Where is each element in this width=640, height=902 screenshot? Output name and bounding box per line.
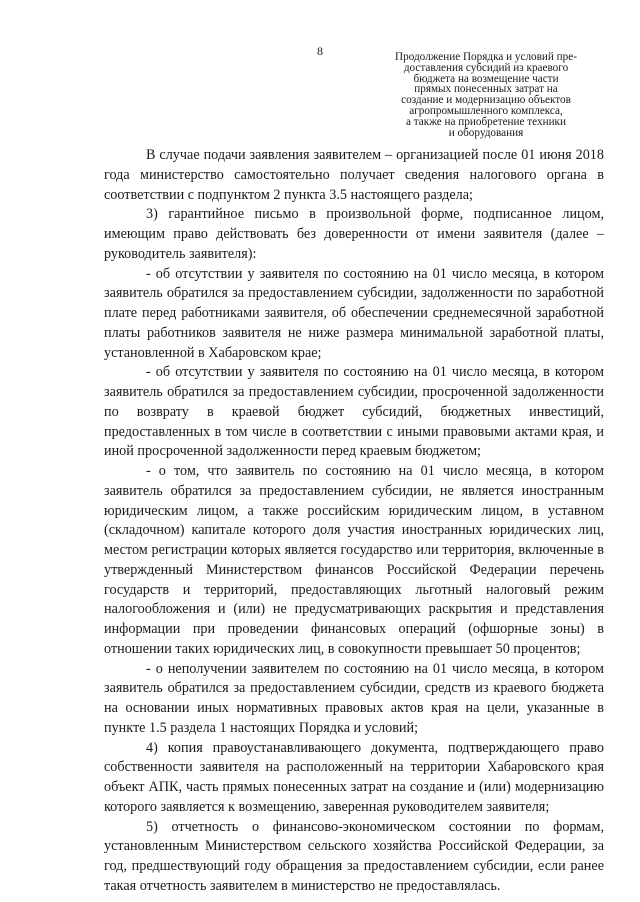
paragraph-tax-info: В случае подачи заявления заявителем – организацией после 01 июня 2018 года министерство самостоятельно получает сведения налогового органа в соответствии с подпунктом 2 пункта 3.5 настоящего раздела;	[104, 147, 604, 203]
page-number: 8	[317, 44, 323, 58]
header-note-line: доставления субсидий из краевого	[403, 61, 569, 74]
header-note-line: создание и модернизацию объектов	[401, 94, 571, 107]
paragraph-ownership-document: 4) копия правоустанавливающего документа, подтверждающего право собственности заявителя на расположенный на территории Хабаровского края объект АПК, часть прямых понесенных затрат на создание и (или) модернизацию которого заявляется к возмещению, заверенная руководителем заявителя;	[104, 739, 604, 815]
header-note-line: прямых понесенных затрат на	[414, 83, 558, 96]
header-note-line: и оборудования	[448, 126, 524, 139]
header-note-line: а также на приобретение техники	[406, 115, 566, 128]
paragraph-not-foreign-entity: - о том, что заявитель по состоянию на 01 число месяца, в котором заявитель обратился за предоставлением субсидии, не является иностранным юридическим лицом, а также российским юридическим лицом, в уставном (складочном) капитале которого доля участия иностранных юридических лиц, местом регистрации которых является государство или территория, включенные в утвержденный Министерством финансов Российской Федерации перечень государств и территорий, предоставляющих льготный налоговый режим налогообложения и (или) не предусматривающих раскрытия и представления информации при проведении финансовых операций (офшорные зоны) в отношении таких юридических лиц, в совокупности превышает 50 процентов;	[104, 463, 604, 657]
paragraph-financial-report: 5) отчетность о финансово-экономическом состоянии по формам, установленным Министерством сельского хозяйства Российской Федерации, за год, предшествующий году обращения за предоставлением субсидии, если ранее такая отчетность заявителем в министерство не предоставлялась.	[104, 818, 604, 894]
header-note	[370, 52, 602, 138]
paragraph-no-budget-debt: - об отсутствии у заявителя по состоянию на 01 число месяца, в котором заявитель обратился за предоставлением субсидии, просроченной задолженности по возврату в краевой бюджет субсидий, бюджетных инвестиций, предоставленных в том числе в соответствии с иными правовыми актами края, и иной просроченной задолженности перед краевым бюджетом;	[104, 364, 604, 460]
document-body	[104, 146, 604, 897]
paragraph-guarantee-letter: 3) гарантийное письмо в произвольной форме, подписанное лицом, имеющим право действовать без доверенности от имени заявителя (далее – руководитель заявителя):	[104, 206, 604, 262]
paragraph-no-other-funds: - о неполучении заявителем по состоянию на 01 число месяца, в котором заявитель обратился за предоставлением субсидии, средств из краевого бюджета на основании иных нормативных правовых актов края на цели, указанные в пункте 1.5 раздела 1 настоящих Порядка и условий;	[104, 660, 604, 736]
header-note-line: агропромышленного комплекса,	[409, 104, 563, 117]
header-note-line: бюджета на возмещение части	[413, 72, 559, 85]
header-note-line: Продолжение Порядка и условий пре-	[395, 51, 577, 63]
paragraph-no-wage-debt: - об отсутствии у заявителя по состоянию на 01 число месяца, в котором заявитель обратился за предоставлением субсидии, задолженности по заработной плате перед работниками заявителя, об обеспечении среднемесячной заработной платы работников заявителя не ниже размера минимальной заработной платы, установленной в Хабаровском крае;	[104, 265, 604, 361]
